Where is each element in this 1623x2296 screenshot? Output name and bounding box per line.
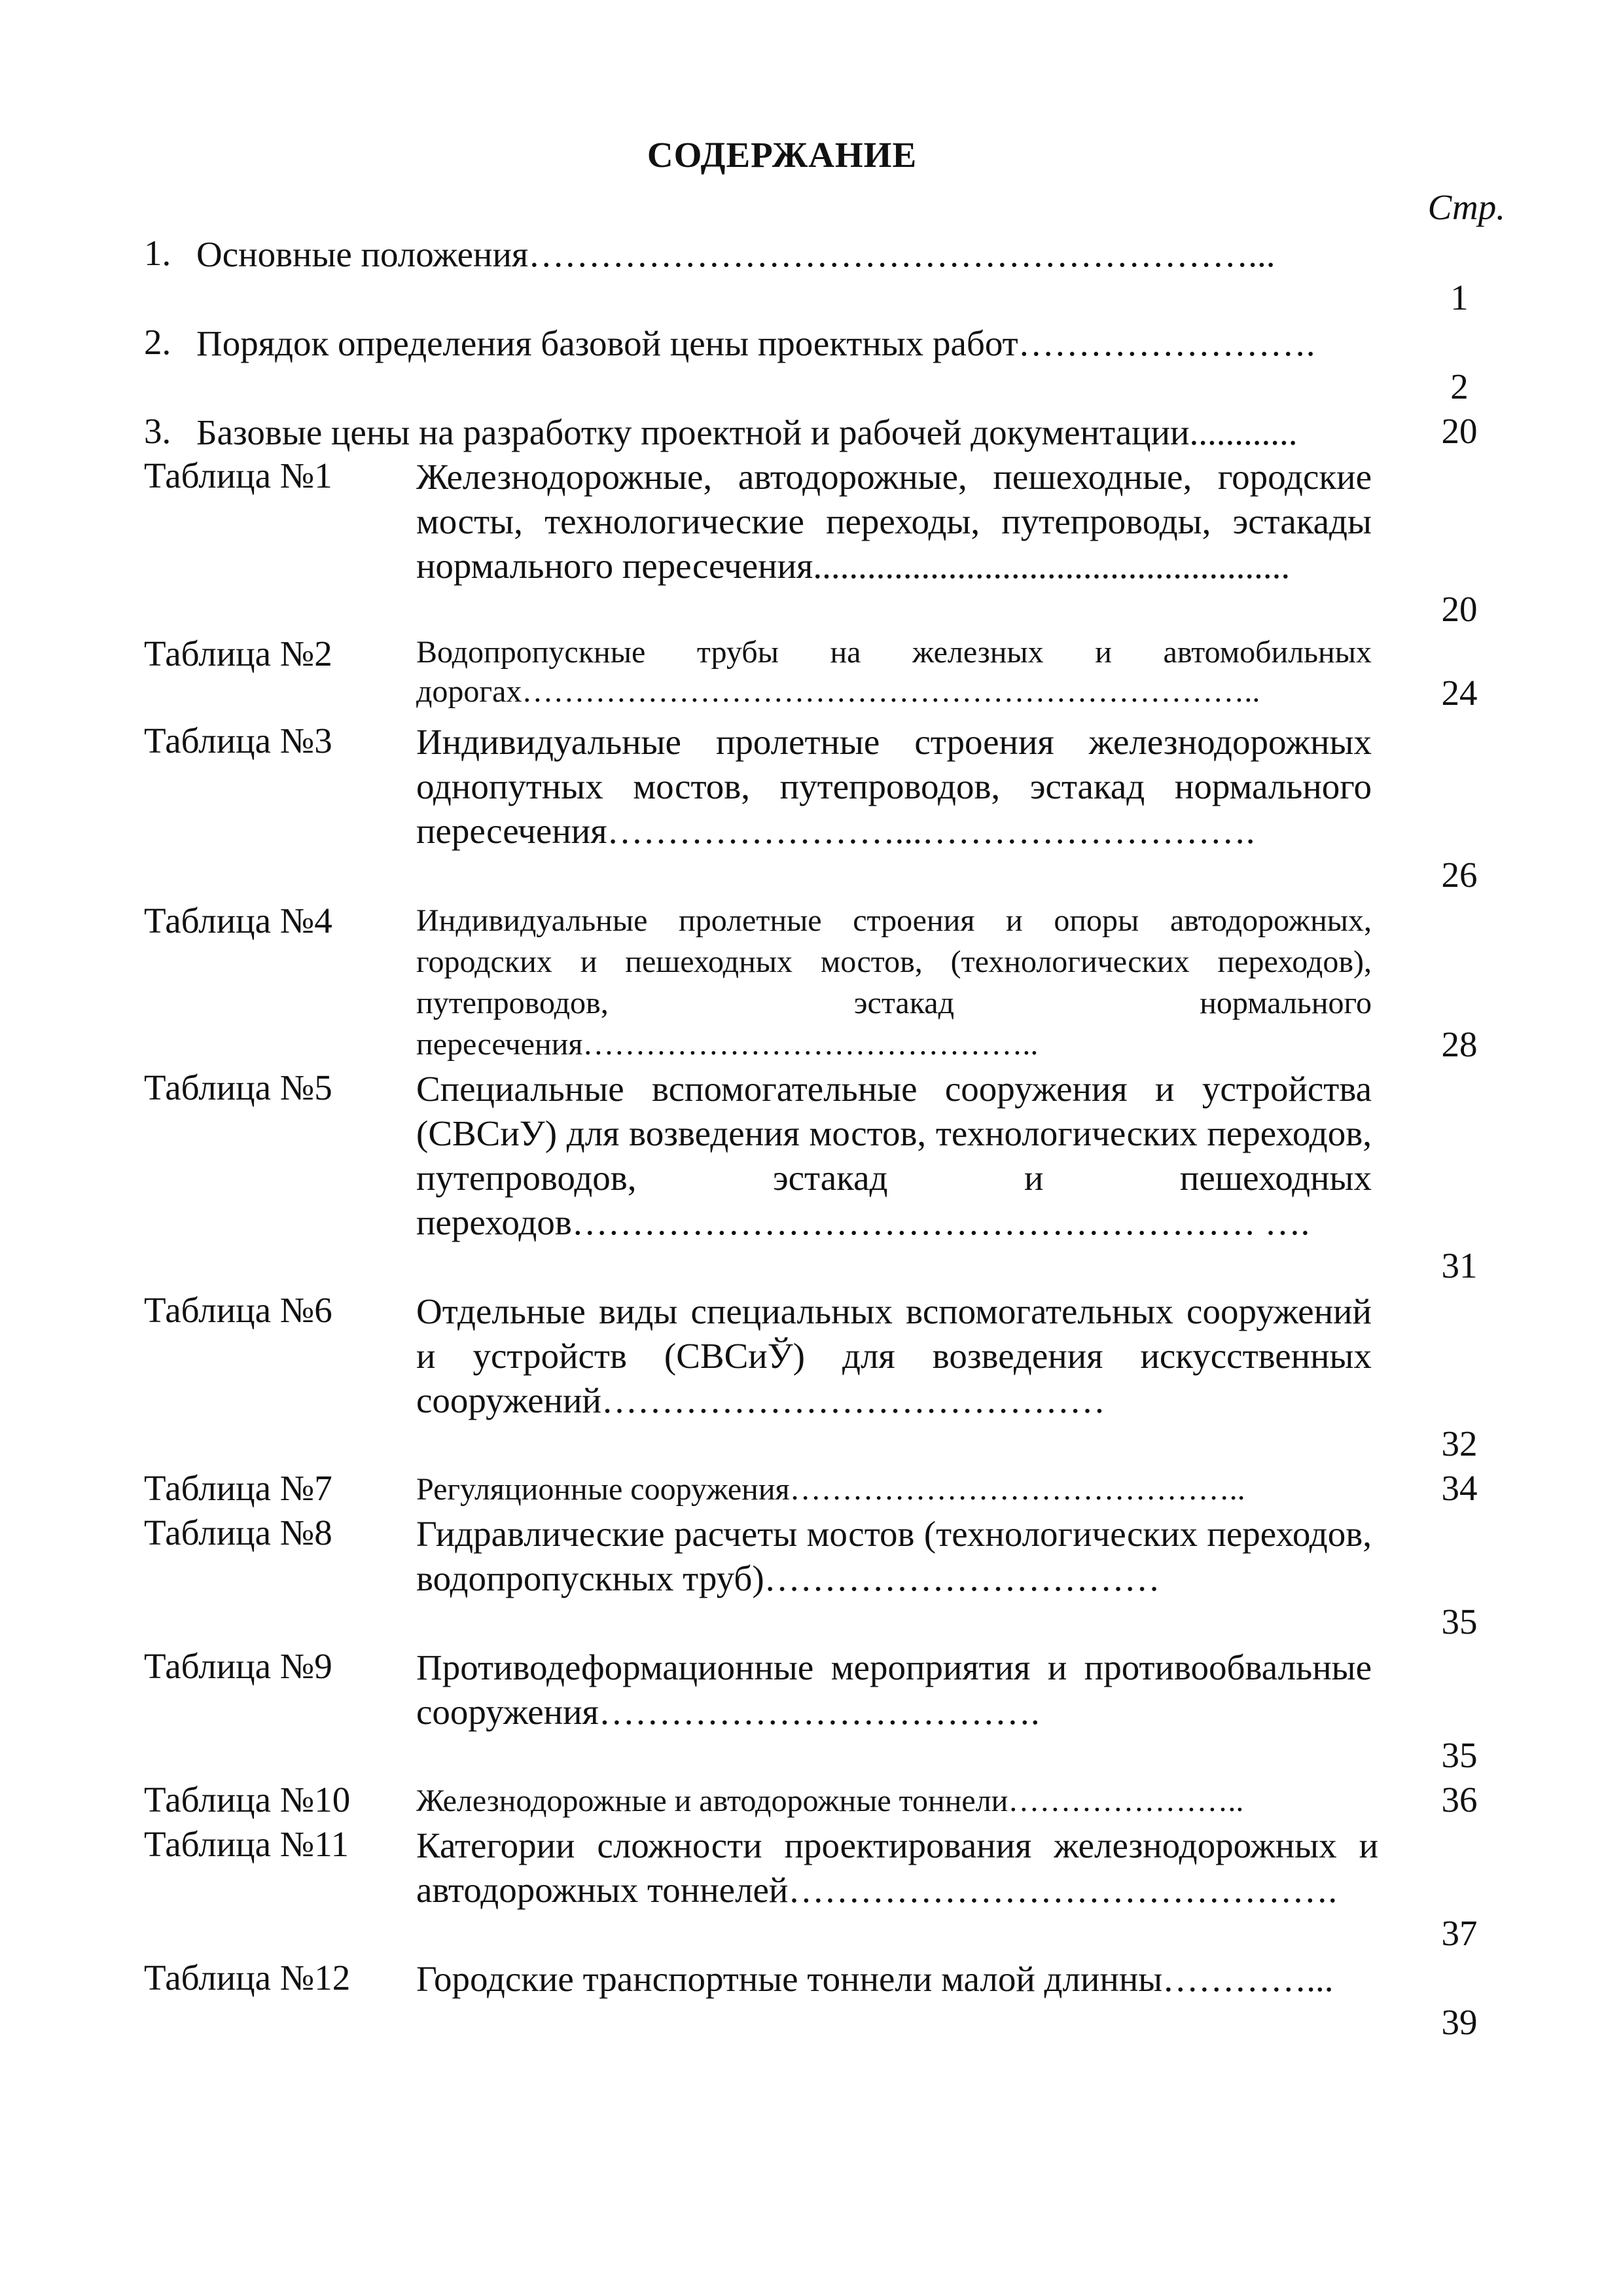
toc-entry-page: 34 [1441,1468,1478,1508]
toc-entry-number: 3. [144,411,171,451]
toc-entry-page: 2 [1450,367,1469,406]
toc-entry-number: 1. [144,233,171,273]
toc-entry-page: 36 [1441,1780,1478,1820]
toc-entry-page: 37 [1441,1913,1478,1953]
toc-table-label: Таблица №4 [144,901,332,941]
toc-entry-text: Водопропускные трубы на железных и автомобильных дорогах…………………………………………………………….. [416,635,1372,709]
toc-entry-page: 20 [1441,411,1478,451]
toc-entry-text: Городские транспортные тоннели малой длинны…………... [416,1959,1334,1999]
toc-entry-text: Индивидуальные пролетные строения и опоры автодорожных, городских и пешеходных мостов, (технологических переходов), путепроводов, эстакад нормального пересечения…………………………………….. [416,903,1372,1062]
toc-table-label: Таблица №7 [144,1468,332,1508]
toc-entry-page: 39 [1441,2002,1478,2042]
toc-entry-text: Регуляционные сооружения…………………………………….. [416,1472,1245,1507]
toc-entry-text: Категории сложности проектирования железнодорожных и автодорожных тоннелей………………………………………. [416,1825,1378,1910]
toc-entry-text: Основные положения……………………………………………………... [196,234,1275,274]
toc-entry-text: Отдельные виды специальных вспомогательных сооружений и устройств (СВСиЎ) для возведения искусственных сооружений…………………………………… [416,1291,1372,1420]
toc-entry-page: 35 [1441,1602,1478,1641]
toc-table-label: Таблица №11 [144,1824,349,1864]
toc-table-label: Таблица №6 [144,1290,332,1330]
page-column-label: Стр. [1427,187,1505,227]
toc-entry-page: 31 [1441,1246,1478,1285]
toc-entry-text: Противодеформационные мероприятия и противообвальные сооружения………………………………. [416,1647,1372,1732]
toc-entry-page: 24 [1441,673,1478,713]
toc-entry-text: Железнодорожные, автодорожные, пешеходные, городские мосты, технологические переходы, путепроводы, эстакады нормального пересечения..................................................... [416,457,1372,586]
toc-table-label: Таблица №9 [144,1646,332,1686]
toc-entry-text: Гидравлические расчеты мостов (технологических переходов, водопропускных труб)…………………………… [416,1514,1372,1598]
toc-table-label: Таблица №3 [144,721,332,761]
toc-entry-text: Индивидуальные пролетные строения железнодорожных однопутных мостов, путепроводов, эстакад нормального пересечения……………………...………………………. [416,722,1372,851]
toc-entry-page: 26 [1441,855,1478,895]
toc-entry-text: Железнодорожные и автодорожные тоннели………………….. [416,1784,1244,1818]
toc-entry-text: Порядок определения базовой цены проектных работ……………………. [196,323,1315,363]
toc-entry-text: Специальные вспомогательные сооружения и устройства (СВСиУ) для возведения мостов, технологических переходов, путепроводов, эстакад и пешеходных переходов………………………………………………… …. [416,1069,1372,1242]
toc-table-label: Таблица №12 [144,1958,351,1998]
toc-entry-page: 20 [1441,589,1478,629]
toc-entry-page: 35 [1441,1735,1478,1775]
toc-entry-page: 32 [1441,1424,1478,1463]
toc-entry-number: 2. [144,322,171,362]
toc-table-label: Таблица №8 [144,1513,332,1552]
toc-entry-page: 28 [1441,1024,1478,1064]
toc-entry-text: Базовые цены на разработку проектной и рабочей документации............ [196,412,1298,452]
toc-entry-page: 1 [1450,278,1469,317]
toc-table-label: Таблица №10 [144,1780,351,1820]
page-title: СОДЕРЖАНИЕ [647,135,918,175]
toc-table-label: Таблица №5 [144,1067,332,1107]
toc-table-label: Таблица №2 [144,634,332,673]
toc-table-label: Таблица №1 [144,456,332,495]
